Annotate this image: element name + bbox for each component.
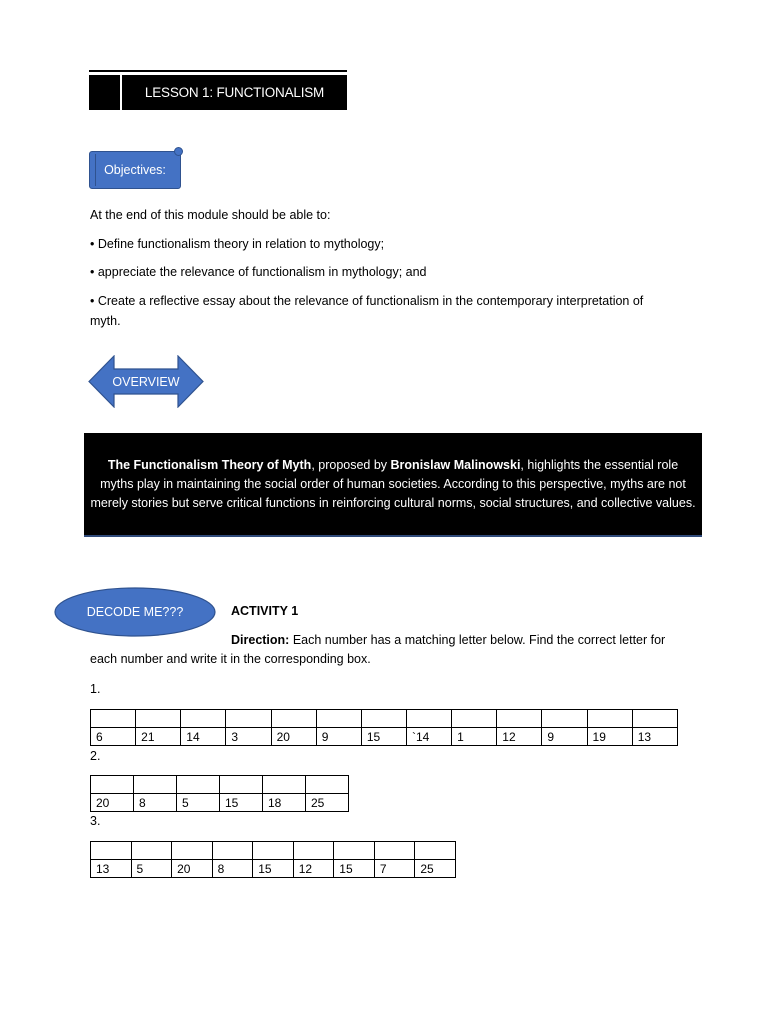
- answer-row: [91, 842, 456, 860]
- answer-box[interactable]: [497, 710, 542, 728]
- answer-box[interactable]: [131, 842, 172, 860]
- code-cell: 7: [374, 860, 415, 878]
- code-cell: 20: [91, 794, 134, 812]
- answer-box[interactable]: [374, 842, 415, 860]
- code-cell: 15: [220, 794, 263, 812]
- scroll-curl-right: [174, 147, 183, 156]
- objectives-label: Objectives:: [104, 163, 166, 177]
- code-row: [91, 860, 456, 878]
- answer-box[interactable]: [134, 776, 177, 794]
- answer-box[interactable]: [587, 710, 632, 728]
- overview-text: [90, 456, 696, 513]
- puzzle-number: 1.: [90, 682, 101, 696]
- code-cell: 25: [415, 860, 456, 878]
- overview-label: OVERVIEW: [112, 374, 180, 389]
- cipher-table: [90, 841, 456, 878]
- answer-box[interactable]: [415, 842, 456, 860]
- answer-box[interactable]: [263, 776, 306, 794]
- answer-row: [91, 710, 678, 728]
- answer-box[interactable]: [306, 776, 349, 794]
- overview-arrow: [88, 355, 204, 408]
- answer-box[interactable]: [361, 710, 406, 728]
- code-cell: 20: [172, 860, 213, 878]
- answer-box[interactable]: [253, 842, 294, 860]
- code-cell: 15: [334, 860, 375, 878]
- code-cell: `14: [406, 728, 451, 746]
- puzzle-number: 2.: [90, 749, 101, 763]
- code-cell: 3: [226, 728, 271, 746]
- overview-author: Bronislaw Malinowski: [390, 457, 521, 472]
- answer-box[interactable]: [452, 710, 497, 728]
- code-cell: 9: [316, 728, 361, 746]
- answer-box[interactable]: [542, 710, 587, 728]
- objectives-badge: [89, 151, 181, 189]
- code-cell: 9: [542, 728, 587, 746]
- puzzle-number: 3.: [90, 814, 101, 828]
- answer-box[interactable]: [406, 710, 451, 728]
- answer-box[interactable]: [91, 710, 136, 728]
- overview-text-part: , proposed by: [311, 457, 391, 472]
- decode-label: DECODE ME???: [86, 605, 184, 619]
- answer-row: [91, 776, 349, 794]
- objective-item: • Create a reflective essay about the relevance of functionalism in the contemporary interpretation of myth.: [90, 294, 644, 328]
- code-cell: 14: [181, 728, 226, 746]
- answer-box[interactable]: [632, 710, 677, 728]
- code-cell: 21: [136, 728, 181, 746]
- answer-box[interactable]: [91, 776, 134, 794]
- code-cell: 20: [271, 728, 316, 746]
- direction-text: Each number has a matching letter below. Find the correct letter for each number and write it in the corresponding box.: [90, 633, 666, 666]
- code-cell: 13: [632, 728, 677, 746]
- code-row: [91, 794, 349, 812]
- code-cell: 12: [293, 860, 334, 878]
- code-row: [91, 728, 678, 746]
- code-cell: 15: [253, 860, 294, 878]
- answer-box[interactable]: [212, 842, 253, 860]
- code-cell: 6: [91, 728, 136, 746]
- answer-box[interactable]: [91, 842, 132, 860]
- answer-box[interactable]: [177, 776, 220, 794]
- overview-text-part: , highlights the essential role myths play in maintaining the social order of human societies. According to this perspective, myths are not merely stories but serve critical functions in reinforcing cultural norms, social structures, and collective values.: [90, 457, 696, 510]
- code-cell: 13: [91, 860, 132, 878]
- lesson-title: LESSON 1: FUNCTIONALISM: [144, 85, 325, 100]
- objectives-intro: At the end of this module should be able to:: [90, 208, 331, 222]
- code-cell: 8: [212, 860, 253, 878]
- answer-box[interactable]: [293, 842, 334, 860]
- activity-title: ACTIVITY 1: [231, 604, 299, 618]
- activity-direction: [90, 631, 690, 669]
- code-cell: 8: [134, 794, 177, 812]
- answer-box[interactable]: [220, 776, 263, 794]
- answer-box[interactable]: [334, 842, 375, 860]
- direction-label: Direction:: [231, 633, 290, 647]
- lesson-title-bar: [89, 72, 347, 110]
- objective-item: • Define functionalism theory in relation to mythology;: [90, 237, 385, 251]
- answer-box[interactable]: [226, 710, 271, 728]
- answer-box[interactable]: [181, 710, 226, 728]
- code-cell: 12: [497, 728, 542, 746]
- cipher-table: [90, 709, 678, 746]
- code-cell: 5: [131, 860, 172, 878]
- overview-box: [84, 433, 702, 537]
- cipher-table: [90, 775, 349, 812]
- answer-box[interactable]: [316, 710, 361, 728]
- code-cell: 1: [452, 728, 497, 746]
- code-cell: 25: [306, 794, 349, 812]
- code-cell: 19: [587, 728, 632, 746]
- code-cell: 15: [361, 728, 406, 746]
- code-cell: 18: [263, 794, 306, 812]
- answer-box[interactable]: [172, 842, 213, 860]
- scroll-curl-left: [91, 154, 96, 186]
- code-cell: 5: [177, 794, 220, 812]
- objective-item: • appreciate the relevance of functionalism in mythology; and: [90, 265, 427, 279]
- answer-box[interactable]: [271, 710, 316, 728]
- overview-term: The Functionalism Theory of Myth: [107, 457, 312, 472]
- answer-box[interactable]: [136, 710, 181, 728]
